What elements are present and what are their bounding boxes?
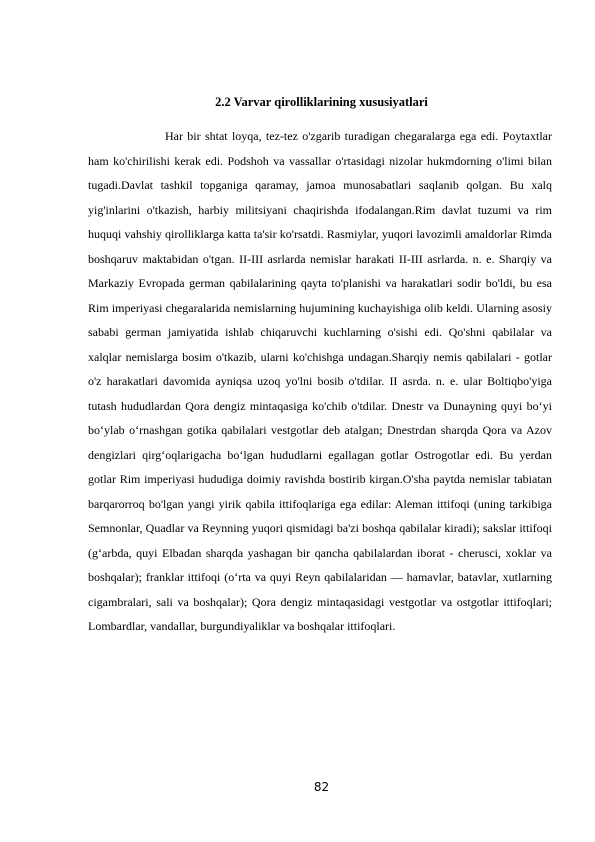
body-paragraph — [88, 124, 552, 639]
page-number: 82 — [313, 780, 330, 794]
paragraph-text: Har bir shtat loyqa, tez-tez o'zgarib turadigan chegaralarga ega edi. Poytaxtlar ham ko'chirilishi kerak edi. Podshoh va vassallar o'rtasidagi nizolar hukmdorning o'limi bilan tugadi.Davlat tashkil topganiga qaramay, jamoa munosabatlari saqlanib qolgan. Bu xalq yig'inlarini o'tkazish, harbiy militsiyani chaqirishda ifodalangan.Rim davlat tuzumi va rim huquqi vahshiy qirolliklarga katta ta'sir ko'rsatdi. Rasmiylar, yuqori lavozimli amaldorlar Rimda boshqaruv maktabidan o'tgan. II-III asrlarda nemislar harakati II-III asrlarda. n. e. Sharqiy va Markaziy Evropada german qabilalarining qayta to'planishi va harakatlari sodir bo'ldi, bu esa Rim imperiyasi chegaralarida nemislarning hujumining kuchayishiga olib keldi. Ularning asosiy sababi german jamiyatida ishlab chiqaruvchi kuchlarning o'sishi edi. Qo'shni qabilalar va xalqlar nemislarga bosim o'tkazib, ularni ko'chishga undagan.Sharqiy nemis qabilalari - gotlar o'z harakatlari davomida ayniqsa uzoq yo'lni bosib o'tdilar. II asrda. n. e. ular Boltiqbo'yiga tutash hududlardan Qora dengiz mintaqasiga ko'chib o'tdilar. Dnestr va Dunayning quyi bo‘yi bo‘ylab o‘rnashgan gotika qabilalari vestgotlar deb atalgan; Dnestrdan sharqda Qora va Azov dengizlari qirg‘oqlarigacha bo‘lgan hududlarni egallagan gotlar Ostrogotlar edi. Bu yerdan gotlar Rim imperiyasi hududiga doimiy ravishda bostirib kirgan.O'sha paytda nemislar tabiatan barqarorroq bo'lgan yangi yirik qabila ittifoqlariga ega edilar: Aleman ittifoqi (uning tarkibiga Semnonlar, Quadlar va Reynning yuqori qismidagi ba'zi boshqa qabilalar kiradi); sakslar ittifoqi (g‘arbda, quyi Elbadan sharqda yashagan bir qancha qabilalardan iborat - cherusci, xoklar va boshqalar); franklar ittifoqi (o‘rta va quyi Reyn qabilalaridan — hamavlar, batavlar, xutlarning cigambralari, sali va boshqalar); Qora dengiz mintaqasidagi vestgotlar va ostgotlar ittifoqlari; Lombardlar, vandallar, burgundiyaliklar va boshqalar ittifoqlari. — [88, 129, 552, 633]
section-title: 2.2 Varvar qirolliklarining xususiyatlari — [215, 95, 428, 109]
